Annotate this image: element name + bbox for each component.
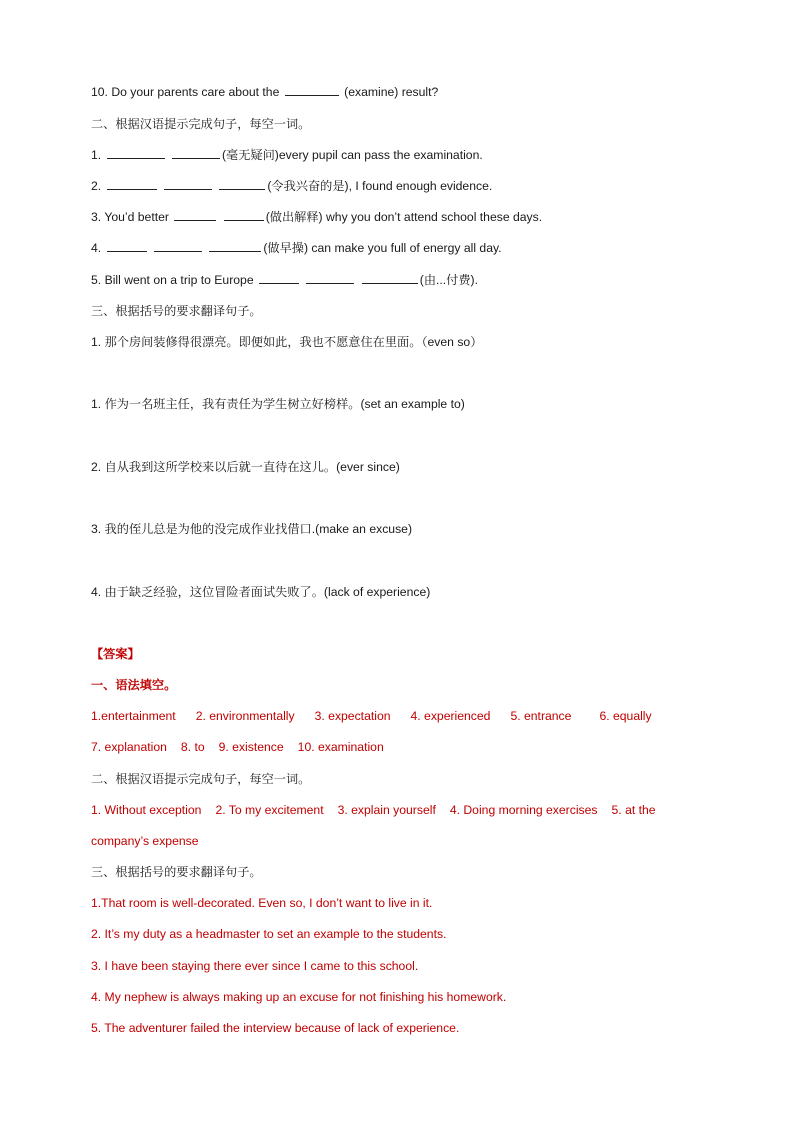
chinese-hint: (做出解释) bbox=[265, 210, 323, 224]
chinese-hint: (令我兴奋的是) bbox=[267, 179, 349, 193]
answers-s2-row2: company’s expense bbox=[91, 834, 199, 848]
item-number: 4. bbox=[91, 241, 102, 255]
sentence-rest: every pupil can pass the examination. bbox=[278, 148, 483, 162]
answers-s3-item: 2. It’s my duty as a headmaster to set an example to the students. bbox=[91, 927, 447, 941]
item-number: 4. bbox=[91, 585, 102, 599]
answers-s3-title: 三、根据括号的要求翻译句子。 bbox=[91, 865, 262, 879]
answer-blank bbox=[219, 178, 265, 190]
answer-item: 7. explanation bbox=[91, 740, 167, 754]
s3-item bbox=[91, 396, 465, 412]
answers-s2-title: 二、根据汉语提示完成句子，每空一词。 bbox=[91, 772, 311, 786]
q10-prefix: 10. Do your parents care about the bbox=[91, 85, 280, 99]
answer-item: 9. existence bbox=[218, 740, 284, 754]
question-10 bbox=[91, 84, 438, 100]
item-number: 1. bbox=[91, 335, 102, 349]
item-number: 2. bbox=[91, 179, 102, 193]
sentence-prefix: Bill went on a trip to Europe bbox=[104, 273, 254, 287]
answer-item: 5. at the bbox=[611, 803, 656, 817]
answer-item: 1. Without exception bbox=[91, 803, 202, 817]
answer-item: 4. experienced bbox=[410, 709, 491, 723]
item-text: 那个房间装修得很漂亮。即便如此，我也不愿意住在里面。（even so） bbox=[104, 335, 483, 349]
s3-item bbox=[91, 584, 430, 600]
sentence-prefix: You’d better bbox=[104, 210, 169, 224]
sentence-rest: . bbox=[474, 273, 479, 287]
item-number: 5. bbox=[91, 273, 102, 287]
item-number: 2. bbox=[91, 460, 102, 474]
item-number: 3. bbox=[91, 522, 102, 536]
s3-item bbox=[91, 459, 400, 475]
answer-blank bbox=[107, 240, 147, 252]
answer-item: 3. explain yourself bbox=[337, 803, 436, 817]
answers-s3-item: 3. I have been staying there ever since I came to this school. bbox=[91, 959, 419, 973]
answer-item: 2. environmentally bbox=[195, 709, 295, 723]
answer-item: 6. equally bbox=[599, 709, 652, 723]
s2-item-5 bbox=[91, 272, 478, 288]
chinese-hint: (做早操) bbox=[263, 241, 309, 255]
chinese-hint: (由...付费) bbox=[419, 273, 475, 287]
s3-item bbox=[91, 334, 482, 350]
answer-blank bbox=[306, 272, 354, 284]
answer-item: 3. expectation bbox=[314, 709, 391, 723]
answers-header: 【答案】 bbox=[91, 647, 140, 661]
answers-s1-row2 bbox=[91, 739, 384, 755]
sentence-rest: , I found enough evidence. bbox=[348, 179, 493, 193]
answer-item: 4. Doing morning exercises bbox=[449, 803, 598, 817]
answer-item: 5. entrance bbox=[510, 709, 572, 723]
answers-s1-title: 一、语法填空。 bbox=[91, 678, 177, 692]
s2-item-2 bbox=[91, 178, 492, 194]
s2-item-1 bbox=[91, 147, 483, 163]
answer-item: 10. examination bbox=[297, 740, 384, 754]
answer-item: 2. To my excitement bbox=[215, 803, 324, 817]
answer-blank bbox=[259, 272, 299, 284]
chinese-hint: (毫无疑问) bbox=[221, 148, 279, 162]
s3-item bbox=[91, 521, 412, 537]
item-number: 3. bbox=[91, 210, 102, 224]
item-number: 1. bbox=[91, 148, 102, 162]
item-text: 自从我到这所学校来以后就一直待在这儿。(ever since) bbox=[104, 460, 400, 474]
s2-item-3 bbox=[91, 209, 542, 225]
answers-s1-row1 bbox=[91, 708, 652, 724]
answer-blank bbox=[164, 178, 212, 190]
answers-s3-item: 5. The adventurer failed the interview because of lack of experience. bbox=[91, 1021, 460, 1035]
answer-blank bbox=[107, 147, 165, 159]
answers-s3-item: 1.That room is well-decorated. Even so, I don’t want to live in it. bbox=[91, 896, 433, 910]
section3-title: 三、根据括号的要求翻译句子。 bbox=[91, 304, 262, 318]
answer-blank bbox=[362, 272, 418, 284]
item-number: 1. bbox=[91, 397, 102, 411]
s2-item-4 bbox=[91, 240, 502, 256]
answer-item: 8. to bbox=[180, 740, 205, 754]
item-text: 作为一名班主任，我有责任为学生树立好榜样。(set an example to) bbox=[104, 397, 465, 411]
q10-suffix: (examine) result? bbox=[344, 85, 439, 99]
answer-blank bbox=[285, 84, 339, 96]
answer-blank bbox=[107, 178, 157, 190]
answer-blank bbox=[209, 240, 261, 252]
sentence-rest: why you don’t attend school these days. bbox=[326, 210, 543, 224]
answer-item: 1.entertainment bbox=[91, 709, 176, 723]
section2-title: 二、根据汉语提示完成句子，每空一词。 bbox=[91, 117, 311, 131]
answer-blank bbox=[154, 240, 202, 252]
item-text: 我的侄儿总是为他的没完成作业找借口.(make an excuse) bbox=[104, 522, 412, 536]
answers-s3-item: 4. My nephew is always making up an excuse for not finishing his homework. bbox=[91, 990, 507, 1004]
answer-blank bbox=[224, 209, 264, 221]
answer-blank bbox=[172, 147, 220, 159]
item-text: 由于缺乏经验，这位冒险者面试失败了。(lack of experience) bbox=[104, 585, 431, 599]
sentence-rest: can make you full of energy all day. bbox=[311, 241, 502, 255]
answers-s2-row1 bbox=[91, 802, 656, 818]
answer-blank bbox=[174, 209, 216, 221]
